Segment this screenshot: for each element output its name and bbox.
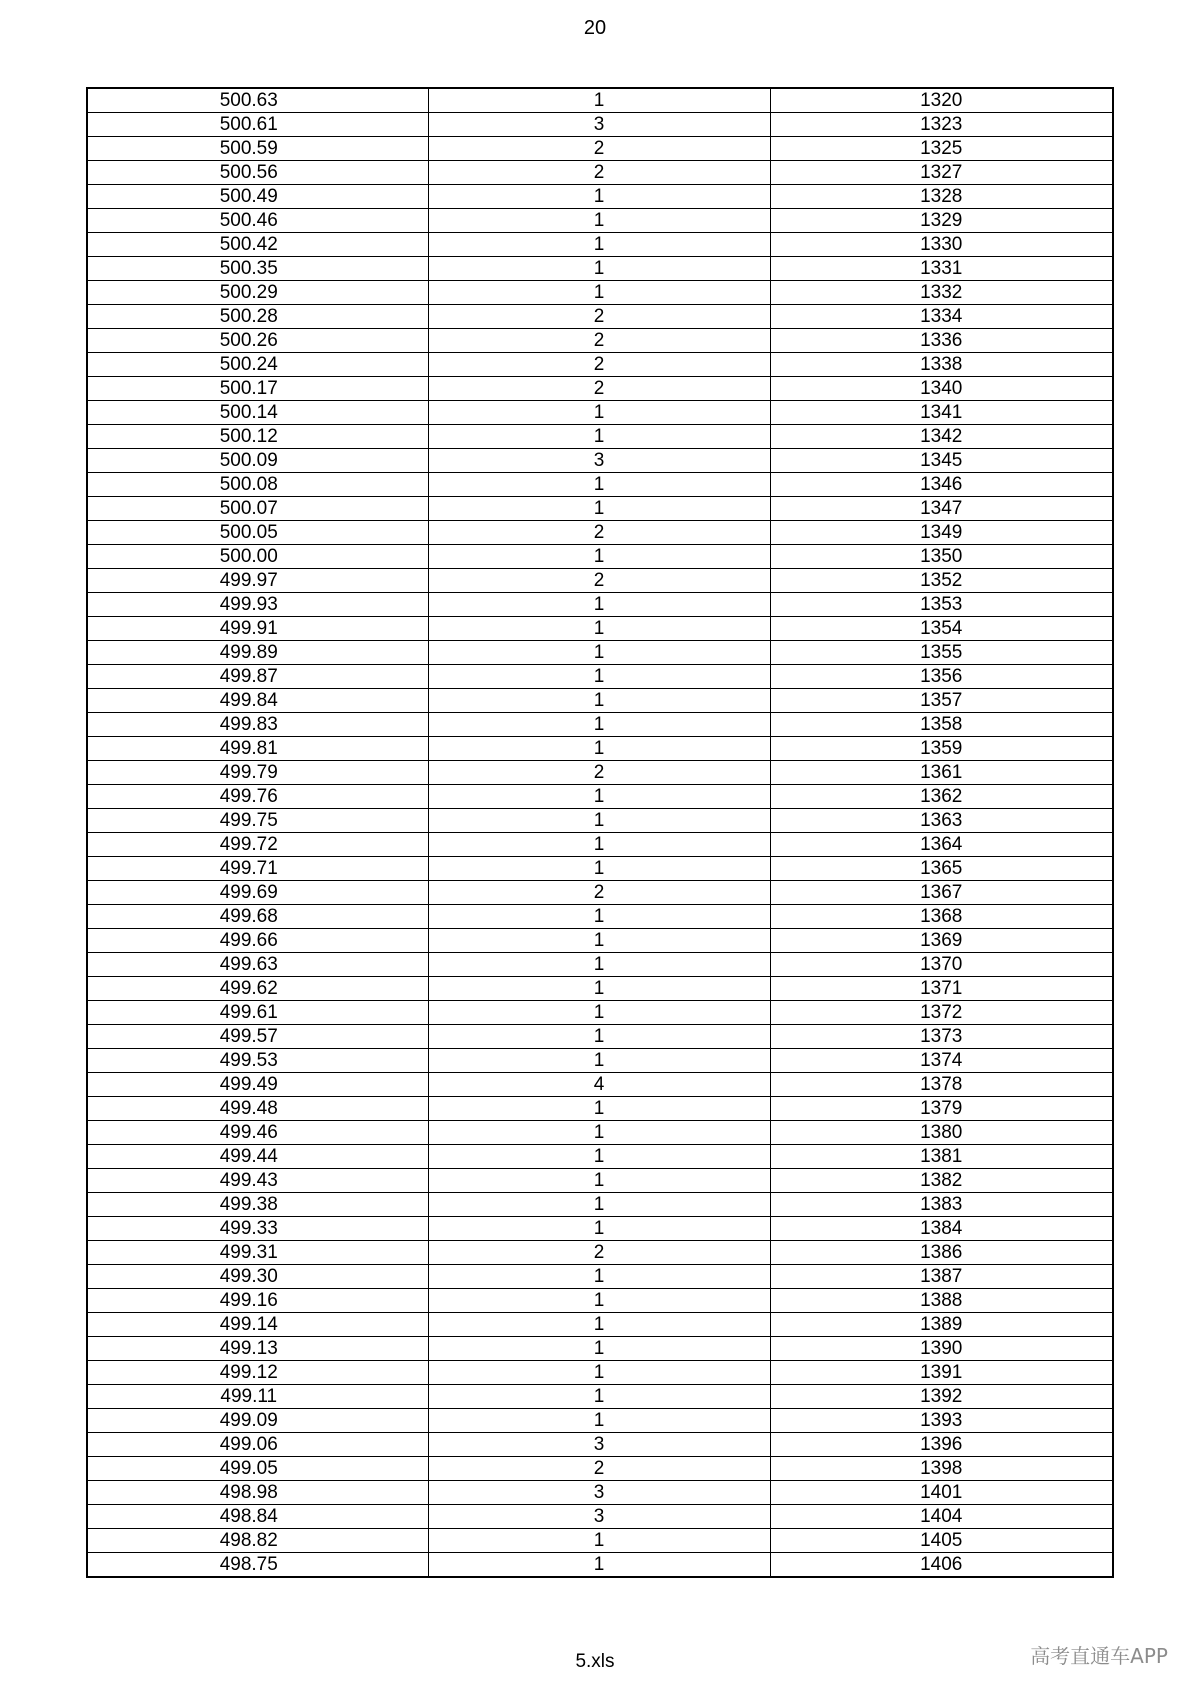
cumulative-cell: 1354 [770, 617, 1113, 641]
table-row [87, 329, 1113, 353]
table-row [87, 1049, 1113, 1073]
table-row [87, 761, 1113, 785]
score-cell: 499.79 [87, 761, 428, 785]
cumulative-cell: 1331 [770, 257, 1113, 281]
cumulative-cell: 1388 [770, 1289, 1113, 1313]
count-cell: 1 [428, 953, 770, 977]
count-cell: 1 [428, 833, 770, 857]
score-cell: 499.11 [87, 1385, 428, 1409]
score-cell: 499.16 [87, 1289, 428, 1313]
table-row [87, 425, 1113, 449]
score-cell: 499.87 [87, 665, 428, 689]
cumulative-cell: 1325 [770, 137, 1113, 161]
score-cell: 500.05 [87, 521, 428, 545]
score-cell: 499.57 [87, 1025, 428, 1049]
score-cell: 500.09 [87, 449, 428, 473]
table-row [87, 953, 1113, 977]
cumulative-cell: 1371 [770, 977, 1113, 1001]
score-cell: 498.98 [87, 1481, 428, 1505]
score-cell: 499.48 [87, 1097, 428, 1121]
table-row [87, 353, 1113, 377]
cumulative-cell: 1358 [770, 713, 1113, 737]
count-cell: 1 [428, 1553, 770, 1578]
score-cell: 500.29 [87, 281, 428, 305]
table-row [87, 1121, 1113, 1145]
table-row [87, 1385, 1113, 1409]
table-row [87, 641, 1113, 665]
table-row [87, 1217, 1113, 1241]
count-cell: 2 [428, 137, 770, 161]
count-cell: 1 [428, 1217, 770, 1241]
footer-filename: 5.xls [575, 1651, 615, 1672]
count-cell: 1 [428, 1193, 770, 1217]
table-row [87, 473, 1113, 497]
count-cell: 2 [428, 161, 770, 185]
cumulative-cell: 1356 [770, 665, 1113, 689]
cumulative-cell: 1336 [770, 329, 1113, 353]
count-cell: 1 [428, 977, 770, 1001]
score-cell: 500.42 [87, 233, 428, 257]
cumulative-cell: 1362 [770, 785, 1113, 809]
score-cell: 498.84 [87, 1505, 428, 1529]
table-row [87, 209, 1113, 233]
table-row [87, 593, 1113, 617]
table-row [87, 1097, 1113, 1121]
table-row [87, 1025, 1113, 1049]
count-cell: 1 [428, 185, 770, 209]
count-cell: 1 [428, 1025, 770, 1049]
cumulative-cell: 1390 [770, 1337, 1113, 1361]
cumulative-cell: 1341 [770, 401, 1113, 425]
score-cell: 499.72 [87, 833, 428, 857]
table-row [87, 1433, 1113, 1457]
page-number: 20 [583, 17, 607, 39]
score-cell: 499.66 [87, 929, 428, 953]
cumulative-cell: 1406 [770, 1553, 1113, 1578]
cumulative-cell: 1334 [770, 305, 1113, 329]
score-cell: 499.43 [87, 1169, 428, 1193]
table-row [87, 1145, 1113, 1169]
count-cell: 1 [428, 1337, 770, 1361]
count-cell: 1 [428, 497, 770, 521]
table-row [87, 161, 1113, 185]
table-row [87, 977, 1113, 1001]
cumulative-cell: 1365 [770, 857, 1113, 881]
score-cell: 499.89 [87, 641, 428, 665]
score-cell: 499.33 [87, 1217, 428, 1241]
cumulative-cell: 1370 [770, 953, 1113, 977]
score-cell: 499.68 [87, 905, 428, 929]
cumulative-cell: 1384 [770, 1217, 1113, 1241]
cumulative-cell: 1338 [770, 353, 1113, 377]
count-cell: 1 [428, 1313, 770, 1337]
cumulative-cell: 1387 [770, 1265, 1113, 1289]
score-cell: 499.76 [87, 785, 428, 809]
score-cell: 500.59 [87, 137, 428, 161]
score-cell: 499.75 [87, 809, 428, 833]
watermark: 高考直通车APP [1030, 1644, 1168, 1668]
table-row [87, 1529, 1113, 1553]
count-cell: 3 [428, 449, 770, 473]
score-cell: 499.12 [87, 1361, 428, 1385]
score-cell: 499.14 [87, 1313, 428, 1337]
table-row [87, 1457, 1113, 1481]
table-row [87, 305, 1113, 329]
score-cell: 499.69 [87, 881, 428, 905]
table-row [87, 281, 1113, 305]
score-cell: 500.46 [87, 209, 428, 233]
count-cell: 1 [428, 593, 770, 617]
count-cell: 1 [428, 1169, 770, 1193]
score-cell: 499.38 [87, 1193, 428, 1217]
count-cell: 1 [428, 473, 770, 497]
count-cell: 1 [428, 1361, 770, 1385]
score-table [86, 87, 1114, 1578]
score-cell: 499.84 [87, 689, 428, 713]
cumulative-cell: 1386 [770, 1241, 1113, 1265]
table-row [87, 881, 1113, 905]
table-row [87, 713, 1113, 737]
score-cell: 500.63 [87, 88, 428, 113]
score-cell: 499.97 [87, 569, 428, 593]
count-cell: 1 [428, 1001, 770, 1025]
score-cell: 499.13 [87, 1337, 428, 1361]
count-cell: 2 [428, 329, 770, 353]
score-cell: 499.91 [87, 617, 428, 641]
count-cell: 1 [428, 88, 770, 113]
table-row [87, 521, 1113, 545]
table-row [87, 1289, 1113, 1313]
table-row [87, 569, 1113, 593]
cumulative-cell: 1368 [770, 905, 1113, 929]
count-cell: 1 [428, 617, 770, 641]
score-cell: 499.09 [87, 1409, 428, 1433]
table-row [87, 1241, 1113, 1265]
table-row [87, 1073, 1113, 1097]
table-row [87, 1361, 1113, 1385]
table-row [87, 1553, 1113, 1578]
score-cell: 498.75 [87, 1553, 428, 1578]
score-cell: 499.44 [87, 1145, 428, 1169]
cumulative-cell: 1353 [770, 593, 1113, 617]
table-row [87, 257, 1113, 281]
score-cell: 499.46 [87, 1121, 428, 1145]
cumulative-cell: 1382 [770, 1169, 1113, 1193]
table-row [87, 1505, 1113, 1529]
cumulative-cell: 1367 [770, 881, 1113, 905]
cumulative-cell: 1383 [770, 1193, 1113, 1217]
table-row [87, 185, 1113, 209]
cumulative-cell: 1404 [770, 1505, 1113, 1529]
count-cell: 3 [428, 113, 770, 137]
cumulative-cell: 1389 [770, 1313, 1113, 1337]
count-cell: 2 [428, 353, 770, 377]
score-cell: 500.61 [87, 113, 428, 137]
cumulative-cell: 1361 [770, 761, 1113, 785]
cumulative-cell: 1328 [770, 185, 1113, 209]
table-row [87, 905, 1113, 929]
score-cell: 499.30 [87, 1265, 428, 1289]
cumulative-cell: 1330 [770, 233, 1113, 257]
score-cell: 499.93 [87, 593, 428, 617]
score-cell: 500.28 [87, 305, 428, 329]
score-cell: 500.12 [87, 425, 428, 449]
table-row [87, 497, 1113, 521]
score-cell: 500.00 [87, 545, 428, 569]
score-cell: 499.05 [87, 1457, 428, 1481]
count-cell: 3 [428, 1433, 770, 1457]
cumulative-cell: 1372 [770, 1001, 1113, 1025]
cumulative-cell: 1398 [770, 1457, 1113, 1481]
cumulative-cell: 1345 [770, 449, 1113, 473]
count-cell: 1 [428, 209, 770, 233]
count-cell: 1 [428, 1049, 770, 1073]
count-cell: 1 [428, 689, 770, 713]
cumulative-cell: 1342 [770, 425, 1113, 449]
count-cell: 1 [428, 785, 770, 809]
table-row [87, 545, 1113, 569]
count-cell: 2 [428, 305, 770, 329]
table-row [87, 1409, 1113, 1433]
table-row [87, 1193, 1113, 1217]
cumulative-cell: 1379 [770, 1097, 1113, 1121]
count-cell: 1 [428, 929, 770, 953]
count-cell: 1 [428, 281, 770, 305]
cumulative-cell: 1374 [770, 1049, 1113, 1073]
count-cell: 2 [428, 881, 770, 905]
table-row [87, 857, 1113, 881]
cumulative-cell: 1401 [770, 1481, 1113, 1505]
count-cell: 1 [428, 1097, 770, 1121]
table-row [87, 377, 1113, 401]
count-cell: 4 [428, 1073, 770, 1097]
score-cell: 500.26 [87, 329, 428, 353]
cumulative-cell: 1347 [770, 497, 1113, 521]
cumulative-cell: 1405 [770, 1529, 1113, 1553]
cumulative-cell: 1359 [770, 737, 1113, 761]
table-row [87, 617, 1113, 641]
count-cell: 1 [428, 641, 770, 665]
score-cell: 499.81 [87, 737, 428, 761]
count-cell: 2 [428, 377, 770, 401]
table-row [87, 929, 1113, 953]
count-cell: 1 [428, 1289, 770, 1313]
cumulative-cell: 1349 [770, 521, 1113, 545]
score-cell: 499.31 [87, 1241, 428, 1265]
table-row [87, 1481, 1113, 1505]
count-cell: 3 [428, 1481, 770, 1505]
cumulative-cell: 1392 [770, 1385, 1113, 1409]
cumulative-cell: 1369 [770, 929, 1113, 953]
count-cell: 1 [428, 857, 770, 881]
cumulative-cell: 1391 [770, 1361, 1113, 1385]
cumulative-cell: 1340 [770, 377, 1113, 401]
count-cell: 1 [428, 809, 770, 833]
score-cell: 500.07 [87, 497, 428, 521]
score-cell: 498.82 [87, 1529, 428, 1553]
score-cell: 499.06 [87, 1433, 428, 1457]
score-cell: 500.17 [87, 377, 428, 401]
cumulative-cell: 1352 [770, 569, 1113, 593]
table-row [87, 233, 1113, 257]
score-cell: 500.24 [87, 353, 428, 377]
count-cell: 1 [428, 257, 770, 281]
table-row [87, 1337, 1113, 1361]
cumulative-cell: 1381 [770, 1145, 1113, 1169]
count-cell: 1 [428, 425, 770, 449]
count-cell: 1 [428, 401, 770, 425]
count-cell: 1 [428, 1409, 770, 1433]
cumulative-cell: 1323 [770, 113, 1113, 137]
score-cell: 500.35 [87, 257, 428, 281]
count-cell: 2 [428, 521, 770, 545]
count-cell: 1 [428, 665, 770, 689]
table-row [87, 665, 1113, 689]
cumulative-cell: 1378 [770, 1073, 1113, 1097]
cumulative-cell: 1320 [770, 88, 1113, 113]
table-row [87, 833, 1113, 857]
count-cell: 2 [428, 569, 770, 593]
cumulative-cell: 1363 [770, 809, 1113, 833]
table-row [87, 689, 1113, 713]
table-row [87, 113, 1113, 137]
count-cell: 1 [428, 1385, 770, 1409]
table-row [87, 88, 1113, 113]
table-row [87, 401, 1113, 425]
count-cell: 1 [428, 905, 770, 929]
count-cell: 3 [428, 1505, 770, 1529]
score-cell: 500.56 [87, 161, 428, 185]
table-row [87, 737, 1113, 761]
cumulative-cell: 1364 [770, 833, 1113, 857]
count-cell: 1 [428, 1145, 770, 1169]
count-cell: 1 [428, 1529, 770, 1553]
score-cell: 499.63 [87, 953, 428, 977]
score-cell: 499.61 [87, 1001, 428, 1025]
score-cell: 500.08 [87, 473, 428, 497]
cumulative-cell: 1350 [770, 545, 1113, 569]
table-row [87, 449, 1113, 473]
score-table-body [87, 88, 1113, 1577]
score-cell: 500.49 [87, 185, 428, 209]
cumulative-cell: 1327 [770, 161, 1113, 185]
count-cell: 1 [428, 1121, 770, 1145]
table-row [87, 809, 1113, 833]
count-cell: 1 [428, 545, 770, 569]
table-row [87, 1265, 1113, 1289]
count-cell: 1 [428, 233, 770, 257]
cumulative-cell: 1357 [770, 689, 1113, 713]
score-cell: 499.62 [87, 977, 428, 1001]
cumulative-cell: 1396 [770, 1433, 1113, 1457]
count-cell: 2 [428, 761, 770, 785]
count-cell: 1 [428, 1265, 770, 1289]
count-cell: 1 [428, 737, 770, 761]
cumulative-cell: 1346 [770, 473, 1113, 497]
cumulative-cell: 1355 [770, 641, 1113, 665]
cumulative-cell: 1373 [770, 1025, 1113, 1049]
cumulative-cell: 1393 [770, 1409, 1113, 1433]
count-cell: 1 [428, 713, 770, 737]
cumulative-cell: 1329 [770, 209, 1113, 233]
count-cell: 2 [428, 1457, 770, 1481]
table-row [87, 1001, 1113, 1025]
table-row [87, 1313, 1113, 1337]
score-cell: 500.14 [87, 401, 428, 425]
cumulative-cell: 1332 [770, 281, 1113, 305]
score-cell: 499.83 [87, 713, 428, 737]
table-row [87, 1169, 1113, 1193]
score-cell: 499.53 [87, 1049, 428, 1073]
table-row [87, 137, 1113, 161]
count-cell: 2 [428, 1241, 770, 1265]
score-cell: 499.71 [87, 857, 428, 881]
cumulative-cell: 1380 [770, 1121, 1113, 1145]
score-cell: 499.49 [87, 1073, 428, 1097]
table-row [87, 785, 1113, 809]
